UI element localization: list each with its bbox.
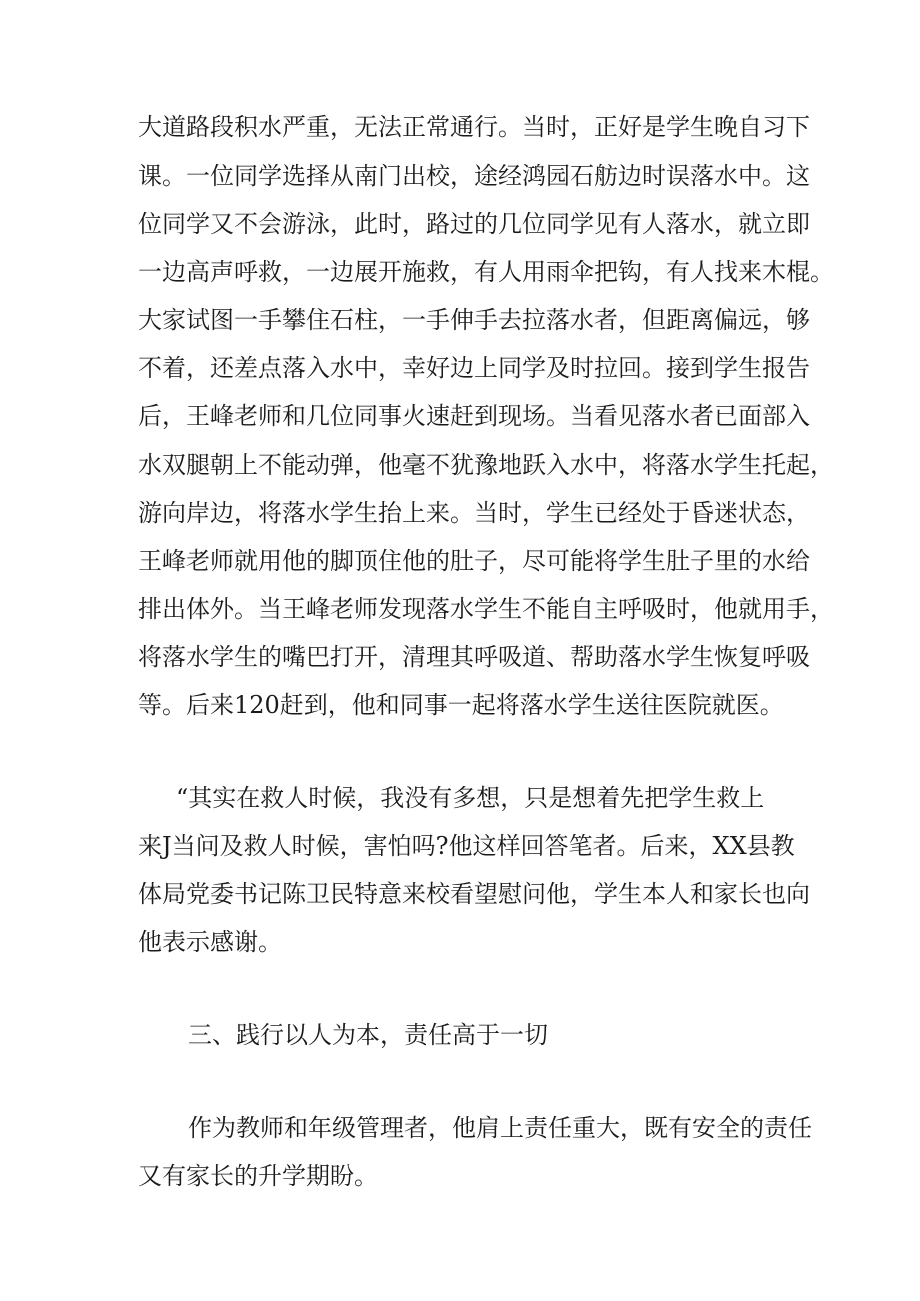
text-line: 大道路段积水严重，无法正常通行。当时，正好是学生晚自习下 bbox=[138, 113, 810, 141]
text-line: 位同学又不会游泳，此时，路过的几位同学见有人落水，就立即 bbox=[138, 210, 810, 238]
text-line: 后，王峰老师和几位同事火速赶到现场。当看见落水者已面部入 bbox=[138, 402, 810, 430]
text-line: 将落水学生的嘴巴打开，清理其呼吸道、帮助落水学生恢复呼吸 bbox=[138, 643, 810, 671]
text-line: 课。一位同学选择从南门出校，途经鸿园石舫边时误落水中。这 bbox=[138, 162, 810, 190]
text-line: 来J当问及救人时候，害怕吗?他这样回答笔者。后来，XX县教 bbox=[138, 832, 795, 860]
text-line: 一边高声呼救，一边展开施救，有人用雨伞把钩，有人找来木棍。 bbox=[138, 258, 834, 286]
text-line: 体局党委书记陈卫民特意来校看望慰问他，学生本人和家长也向 bbox=[138, 880, 810, 908]
text-line: 又有家长的升学期盼。 bbox=[138, 1162, 378, 1190]
section-heading-text: 三、践行以人为本，责任高于一切 bbox=[188, 1021, 548, 1049]
text-line: 等。后来120赶到，他和同事一起将落水学生送往医院就医。 bbox=[138, 691, 784, 719]
text-line: 大家试图一手攀住石柱，一手伸手去拉落水者，但距离偏远，够 bbox=[138, 306, 810, 334]
text-line: 排出体外。当王峰老师发现落水学生不能自主呼吸时，他就用手， bbox=[138, 595, 834, 623]
text-line: 作为教师和年级管理者，他肩上责任重大，既有安全的责任 bbox=[188, 1114, 812, 1142]
text-line: 水双腿朝上不能动弹，他毫不犹豫地跃入水中，将落水学生托起， bbox=[138, 451, 834, 479]
text-line: 游向岸边，将落水学生抬上来。当时，学生已经处于昏迷状态， bbox=[138, 499, 810, 527]
text-line: “其实在救人时候，我没有多想，只是想着先把学生救上 bbox=[176, 784, 765, 812]
text-line: 不着，还差点落入水中，幸好边上同学及时拉回。接到学生报告 bbox=[138, 354, 810, 382]
text-line: 他表示感谢。 bbox=[138, 928, 282, 956]
text-line: 王峰老师就用他的脚顶住他的肚子，尽可能将学生肚子里的水给 bbox=[138, 547, 810, 575]
